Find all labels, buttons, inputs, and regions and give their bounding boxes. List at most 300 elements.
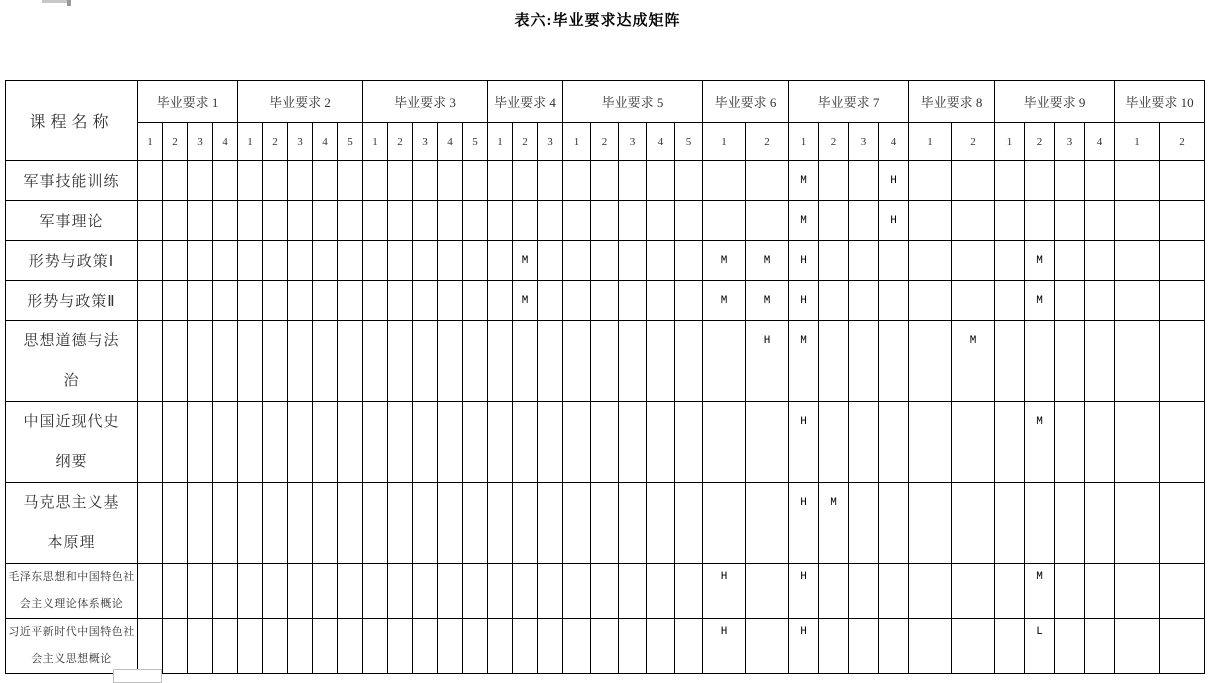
matrix-cell-7-1: H: [789, 619, 819, 674]
matrix-cell-1-4: [213, 321, 238, 402]
matrix-cell-1-2: [163, 241, 188, 281]
matrix-cell-7-4: [879, 402, 909, 483]
sub-col-header-7-4: 4: [879, 123, 909, 161]
matrix-cell-4-2: [513, 402, 538, 483]
matrix-cell-4-3: [538, 281, 563, 321]
matrix-cell-6-2: [746, 161, 789, 201]
matrix-cell-10-2: [1160, 483, 1205, 564]
matrix-cell-7-1: H: [789, 402, 819, 483]
table-resize-handle-artifact: [113, 669, 162, 683]
course-name-header: 课程名称: [6, 81, 138, 161]
matrix-cell-4-2: [513, 161, 538, 201]
table-row: [6, 161, 1205, 201]
matrix-cell-3-1: [363, 161, 388, 201]
matrix-cell-9-4: [1085, 321, 1115, 402]
matrix-cell-2-4: [313, 281, 338, 321]
matrix-cell-4-3: [538, 161, 563, 201]
matrix-cell-3-5: [463, 201, 488, 241]
matrix-cell-7-2: [819, 619, 849, 674]
matrix-cell-3-1: [363, 483, 388, 564]
matrix-cell-2-4: [313, 201, 338, 241]
sub-index-header-row: [6, 123, 1205, 161]
matrix-cell-1-2: [163, 321, 188, 402]
matrix-cell-8-1: [909, 241, 952, 281]
matrix-cell-3-5: [463, 402, 488, 483]
matrix-cell-5-4: [647, 321, 675, 402]
matrix-cell-2-1: [238, 564, 263, 619]
matrix-cell-2-5: [338, 281, 363, 321]
req-header-3: 毕业要求 3: [363, 81, 488, 123]
sub-col-header-3-3: 3: [413, 123, 438, 161]
matrix-cell-7-4: H: [879, 201, 909, 241]
req-header-2: 毕业要求 2: [238, 81, 363, 123]
sub-col-header-5-3: 3: [619, 123, 647, 161]
matrix-cell-5-4: [647, 564, 675, 619]
matrix-cell-2-5: [338, 201, 363, 241]
sub-col-header-5-4: 4: [647, 123, 675, 161]
matrix-cell-1-2: [163, 483, 188, 564]
course-name-cell: 军事理论: [6, 201, 138, 241]
sub-col-header-8-1: 1: [909, 123, 952, 161]
matrix-cell-8-2: [952, 201, 995, 241]
matrix-cell-9-2: [1025, 483, 1055, 564]
matrix-cell-3-5: [463, 281, 488, 321]
matrix-cell-3-4: [438, 161, 463, 201]
sub-col-header-5-2: 2: [591, 123, 619, 161]
matrix-cell-4-3: [538, 483, 563, 564]
matrix-cell-9-2: M: [1025, 402, 1055, 483]
matrix-cell-5-4: [647, 281, 675, 321]
matrix-cell-5-1: [563, 201, 591, 241]
matrix-cell-9-4: [1085, 281, 1115, 321]
matrix-cell-4-3: [538, 321, 563, 402]
matrix-cell-3-3: [413, 564, 438, 619]
matrix-cell-4-2: M: [513, 241, 538, 281]
matrix-cell-5-3: [619, 321, 647, 402]
matrix-cell-10-2: [1160, 564, 1205, 619]
matrix-cell-6-2: M: [746, 281, 789, 321]
matrix-cell-3-4: [438, 321, 463, 402]
matrix-cell-8-1: [909, 619, 952, 674]
course-name-cell: 形势与政策Ⅱ: [6, 281, 138, 321]
matrix-cell-10-1: [1115, 281, 1160, 321]
table-row: [6, 402, 1205, 483]
matrix-cell-5-1: [563, 483, 591, 564]
matrix-cell-7-3: [849, 402, 879, 483]
matrix-cell-2-4: [313, 564, 338, 619]
sub-col-header-3-5: 5: [463, 123, 488, 161]
matrix-cell-9-3: [1055, 402, 1085, 483]
matrix-cell-7-3: [849, 483, 879, 564]
matrix-cell-9-1: [995, 483, 1025, 564]
matrix-cell-5-4: [647, 619, 675, 674]
matrix-cell-1-1: [138, 161, 163, 201]
course-name-cell: 中国近现代史 纲要: [6, 402, 138, 483]
matrix-cell-3-5: [463, 619, 488, 674]
matrix-cell-9-3: [1055, 619, 1085, 674]
matrix-cell-5-5: [675, 483, 703, 564]
table-row: [6, 564, 1205, 619]
matrix-cell-1-1: [138, 321, 163, 402]
matrix-cell-9-3: [1055, 161, 1085, 201]
matrix-cell-3-2: [388, 161, 413, 201]
matrix-cell-1-4: [213, 564, 238, 619]
matrix-cell-6-1: [703, 201, 746, 241]
matrix-cell-1-1: [138, 483, 163, 564]
matrix-cell-5-2: [591, 402, 619, 483]
matrix-cell-7-1: H: [789, 281, 819, 321]
matrix-cell-3-3: [413, 483, 438, 564]
matrix-cell-9-3: [1055, 483, 1085, 564]
sub-col-header-7-3: 3: [849, 123, 879, 161]
matrix-cell-2-5: [338, 321, 363, 402]
matrix-cell-1-4: [213, 402, 238, 483]
matrix-cell-8-2: [952, 564, 995, 619]
matrix-cell-5-2: [591, 161, 619, 201]
matrix-cell-2-5: [338, 241, 363, 281]
matrix-cell-4-3: [538, 402, 563, 483]
matrix-cell-2-1: [238, 321, 263, 402]
matrix-cell-2-2: [263, 619, 288, 674]
matrix-cell-7-2: [819, 281, 849, 321]
matrix-cell-10-1: [1115, 483, 1160, 564]
sub-col-header-7-1: 1: [789, 123, 819, 161]
matrix-cell-2-4: [313, 619, 338, 674]
matrix-cell-4-1: [488, 619, 513, 674]
matrix-cell-3-4: [438, 241, 463, 281]
matrix-cell-3-1: [363, 619, 388, 674]
matrix-cell-9-2: [1025, 201, 1055, 241]
matrix-cell-7-1: M: [789, 321, 819, 402]
matrix-cell-5-5: [675, 161, 703, 201]
table-row: [6, 201, 1205, 241]
matrix-cell-5-4: [647, 402, 675, 483]
matrix-cell-7-2: M: [819, 483, 849, 564]
matrix-cell-7-4: [879, 281, 909, 321]
matrix-cell-5-1: [563, 241, 591, 281]
req-header-5: 毕业要求 5: [563, 81, 703, 123]
sub-col-header-2-3: 3: [288, 123, 313, 161]
matrix-cell-5-1: [563, 564, 591, 619]
matrix-cell-5-1: [563, 402, 591, 483]
sub-col-header-4-3: 3: [538, 123, 563, 161]
matrix-cell-4-1: [488, 402, 513, 483]
matrix-cell-7-2: [819, 564, 849, 619]
matrix-cell-3-5: [463, 241, 488, 281]
matrix-cell-9-1: [995, 321, 1025, 402]
matrix-cell-2-2: [263, 483, 288, 564]
matrix-cell-7-1: H: [789, 483, 819, 564]
matrix-cell-5-4: [647, 161, 675, 201]
matrix-cell-8-2: [952, 402, 995, 483]
matrix-cell-2-2: [263, 564, 288, 619]
matrix-cell-3-3: [413, 161, 438, 201]
matrix-cell-2-2: [263, 281, 288, 321]
matrix-cell-3-3: [413, 281, 438, 321]
matrix-cell-9-1: [995, 201, 1025, 241]
matrix-cell-1-1: [138, 402, 163, 483]
sub-col-header-6-2: 2: [746, 123, 789, 161]
matrix-cell-6-1: [703, 483, 746, 564]
matrix-cell-2-1: [238, 241, 263, 281]
matrix-cell-5-5: [675, 201, 703, 241]
course-name-cell: 习近平新时代中国特色社 会主义思想概论: [6, 619, 138, 674]
matrix-cell-6-1: H: [703, 564, 746, 619]
matrix-cell-3-2: [388, 564, 413, 619]
matrix-cell-8-1: [909, 483, 952, 564]
matrix-cell-1-1: [138, 201, 163, 241]
matrix-cell-6-1: [703, 321, 746, 402]
matrix-cell-6-2: [746, 402, 789, 483]
achievement-matrix-table: [5, 80, 1205, 674]
matrix-cell-6-2: [746, 619, 789, 674]
matrix-cell-2-1: [238, 483, 263, 564]
matrix-cell-7-1: M: [789, 161, 819, 201]
matrix-cell-2-1: [238, 161, 263, 201]
matrix-cell-5-2: [591, 201, 619, 241]
matrix-cell-9-2: [1025, 161, 1055, 201]
matrix-cell-2-1: [238, 619, 263, 674]
sub-col-header-3-4: 4: [438, 123, 463, 161]
matrix-cell-3-5: [463, 161, 488, 201]
matrix-cell-9-3: [1055, 564, 1085, 619]
matrix-cell-8-1: [909, 402, 952, 483]
matrix-cell-2-4: [313, 321, 338, 402]
matrix-cell-5-3: [619, 281, 647, 321]
req-header-6: 毕业要求 6: [703, 81, 789, 123]
sub-col-header-1-4: 4: [213, 123, 238, 161]
matrix-cell-10-2: [1160, 619, 1205, 674]
matrix-cell-2-3: [288, 564, 313, 619]
course-name-cell: 马克思主义基 本原理: [6, 483, 138, 564]
sub-col-header-1-3: 3: [188, 123, 213, 161]
req-header-4: 毕业要求 4: [488, 81, 563, 123]
table-row: [6, 281, 1205, 321]
matrix-cell-4-1: [488, 161, 513, 201]
matrix-cell-5-3: [619, 402, 647, 483]
matrix-cell-3-4: [438, 564, 463, 619]
matrix-cell-10-2: [1160, 241, 1205, 281]
matrix-cell-2-3: [288, 402, 313, 483]
matrix-cell-9-1: [995, 402, 1025, 483]
matrix-cell-3-2: [388, 241, 413, 281]
sub-col-header-1-2: 2: [163, 123, 188, 161]
matrix-cell-3-1: [363, 201, 388, 241]
matrix-cell-5-2: [591, 321, 619, 402]
matrix-cell-10-2: [1160, 402, 1205, 483]
matrix-cell-2-5: [338, 619, 363, 674]
matrix-cell-5-1: [563, 281, 591, 321]
matrix-cell-2-4: [313, 483, 338, 564]
matrix-cell-1-1: [138, 564, 163, 619]
matrix-cell-3-3: [413, 201, 438, 241]
matrix-cell-2-3: [288, 321, 313, 402]
matrix-cell-9-1: [995, 564, 1025, 619]
sub-col-header-9-1: 1: [995, 123, 1025, 161]
matrix-cell-8-2: [952, 281, 995, 321]
page-title: 表六:毕业要求达成矩阵: [514, 13, 681, 29]
matrix-cell-3-1: [363, 321, 388, 402]
matrix-cell-2-5: [338, 564, 363, 619]
matrix-cell-9-3: [1055, 201, 1085, 241]
matrix-cell-8-2: M: [952, 321, 995, 402]
matrix-cell-10-1: [1115, 321, 1160, 402]
matrix-cell-3-4: [438, 402, 463, 483]
table-row: [6, 483, 1205, 564]
matrix-cell-4-1: [488, 483, 513, 564]
matrix-cell-7-2: [819, 321, 849, 402]
sub-col-header-10-2: 2: [1160, 123, 1205, 161]
matrix-cell-9-4: [1085, 619, 1115, 674]
matrix-cell-2-1: [238, 201, 263, 241]
scrollbar-fragment: [42, 0, 70, 3]
matrix-cell-7-3: [849, 619, 879, 674]
sub-col-header-10-1: 1: [1115, 123, 1160, 161]
matrix-cell-10-2: [1160, 321, 1205, 402]
matrix-cell-3-4: [438, 483, 463, 564]
sub-col-header-2-2: 2: [263, 123, 288, 161]
matrix-cell-10-1: [1115, 201, 1160, 241]
matrix-cell-7-3: [849, 241, 879, 281]
matrix-cell-7-4: [879, 564, 909, 619]
matrix-cell-3-5: [463, 321, 488, 402]
matrix-cell-6-2: [746, 483, 789, 564]
matrix-cell-5-3: [619, 564, 647, 619]
matrix-cell-1-3: [188, 241, 213, 281]
matrix-cell-5-3: [619, 201, 647, 241]
matrix-cell-2-3: [288, 619, 313, 674]
matrix-cell-7-3: [849, 161, 879, 201]
matrix-cell-1-3: [188, 483, 213, 564]
matrix-cell-1-4: [213, 161, 238, 201]
matrix-cell-2-3: [288, 201, 313, 241]
matrix-cell-4-2: [513, 201, 538, 241]
matrix-cell-3-1: [363, 281, 388, 321]
matrix-cell-7-3: [849, 281, 879, 321]
matrix-cell-9-4: [1085, 161, 1115, 201]
sub-col-header-1-1: 1: [138, 123, 163, 161]
matrix-cell-9-2: M: [1025, 241, 1055, 281]
matrix-cell-9-3: [1055, 241, 1085, 281]
sub-col-header-3-1: 1: [363, 123, 388, 161]
table-row: [6, 321, 1205, 402]
matrix-cell-6-1: [703, 161, 746, 201]
matrix-cell-9-4: [1085, 241, 1115, 281]
matrix-cell-3-4: [438, 619, 463, 674]
req-header-10: 毕业要求 10: [1115, 81, 1205, 123]
matrix-cell-1-1: [138, 241, 163, 281]
matrix-cell-4-3: [538, 619, 563, 674]
matrix-cell-3-3: [413, 241, 438, 281]
matrix-cell-9-4: [1085, 402, 1115, 483]
matrix-cell-5-2: [591, 281, 619, 321]
matrix-cell-1-3: [188, 564, 213, 619]
matrix-cell-2-4: [313, 402, 338, 483]
matrix-cell-2-2: [263, 241, 288, 281]
matrix-cell-5-3: [619, 241, 647, 281]
matrix-cell-7-1: H: [789, 564, 819, 619]
matrix-cell-5-2: [591, 483, 619, 564]
matrix-cell-3-5: [463, 483, 488, 564]
matrix-cell-1-3: [188, 321, 213, 402]
matrix-cell-7-4: H: [879, 161, 909, 201]
matrix-cell-10-1: [1115, 564, 1160, 619]
matrix-cell-7-2: [819, 161, 849, 201]
matrix-cell-9-3: [1055, 281, 1085, 321]
matrix-cell-1-4: [213, 619, 238, 674]
sub-col-header-9-4: 4: [1085, 123, 1115, 161]
sub-col-header-9-3: 3: [1055, 123, 1085, 161]
sub-col-header-7-2: 2: [819, 123, 849, 161]
req-header-9: 毕业要求 9: [995, 81, 1115, 123]
matrix-cell-4-1: [488, 281, 513, 321]
matrix-cell-10-2: [1160, 161, 1205, 201]
matrix-cell-1-1: [138, 619, 163, 674]
matrix-cell-1-3: [188, 619, 213, 674]
matrix-cell-7-2: [819, 402, 849, 483]
matrix-cell-8-1: [909, 161, 952, 201]
matrix-cell-4-2: [513, 564, 538, 619]
matrix-cell-8-1: [909, 321, 952, 402]
sub-col-header-2-4: 4: [313, 123, 338, 161]
matrix-cell-9-3: [1055, 321, 1085, 402]
matrix-cell-3-3: [413, 402, 438, 483]
matrix-cell-5-1: [563, 321, 591, 402]
matrix-cell-4-1: [488, 321, 513, 402]
matrix-cell-3-1: [363, 241, 388, 281]
matrix-cell-7-4: [879, 619, 909, 674]
matrix-cell-2-4: [313, 241, 338, 281]
matrix-cell-5-5: [675, 402, 703, 483]
matrix-cell-7-2: [819, 201, 849, 241]
req-header-1: 毕业要求 1: [138, 81, 238, 123]
matrix-cell-8-1: [909, 564, 952, 619]
matrix-cell-3-4: [438, 201, 463, 241]
matrix-cell-1-2: [163, 564, 188, 619]
sub-col-header-8-2: 2: [952, 123, 995, 161]
sub-col-header-6-1: 1: [703, 123, 746, 161]
course-name-cell: 军事技能训练: [6, 161, 138, 201]
matrix-cell-3-5: [463, 564, 488, 619]
matrix-cell-2-3: [288, 161, 313, 201]
matrix-cell-9-1: [995, 281, 1025, 321]
matrix-cell-6-1: [703, 402, 746, 483]
matrix-cell-5-5: [675, 619, 703, 674]
matrix-cell-7-4: [879, 321, 909, 402]
matrix-cell-4-2: [513, 483, 538, 564]
matrix-cell-1-2: [163, 619, 188, 674]
matrix-cell-3-3: [413, 321, 438, 402]
matrix-cell-4-1: [488, 241, 513, 281]
matrix-cell-7-4: [879, 241, 909, 281]
matrix-cell-5-1: [563, 161, 591, 201]
course-name-cell: 毛泽东思想和中国特色社 会主义理论体系概论: [6, 564, 138, 619]
matrix-cell-1-2: [163, 161, 188, 201]
matrix-cell-5-3: [619, 161, 647, 201]
matrix-cell-8-1: [909, 201, 952, 241]
matrix-cell-10-2: [1160, 281, 1205, 321]
matrix-cell-3-2: [388, 483, 413, 564]
matrix-cell-5-4: [647, 241, 675, 281]
matrix-cell-2-2: [263, 201, 288, 241]
matrix-table-body: [6, 161, 1205, 674]
matrix-cell-9-1: [995, 241, 1025, 281]
matrix-cell-1-2: [163, 201, 188, 241]
table-row: [6, 619, 1205, 674]
matrix-cell-5-3: [619, 483, 647, 564]
matrix-cell-10-1: [1115, 619, 1160, 674]
matrix-cell-8-2: [952, 241, 995, 281]
